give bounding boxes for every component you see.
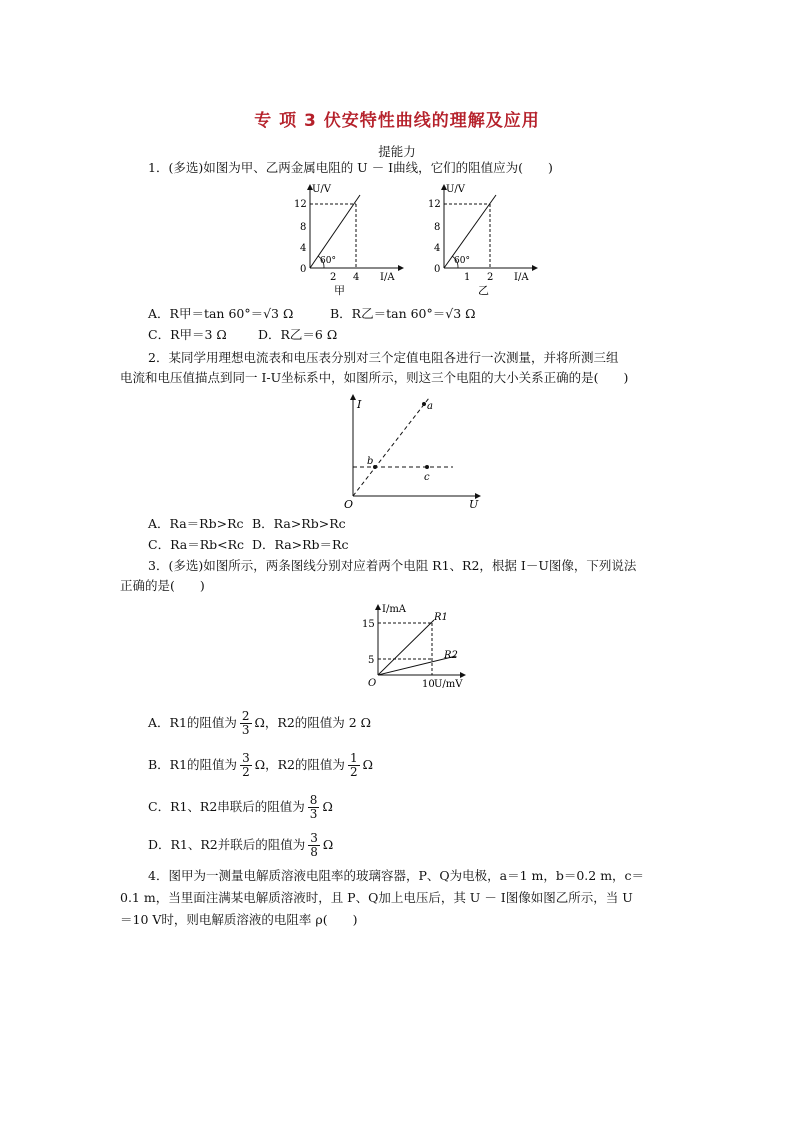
q1-stem: 1．(多选)如图为甲、乙两金属电阻的 U － I曲线，它们的阻值应为( ) [148,160,553,175]
q3-stem-line2: 正确的是( ) [120,578,205,593]
q2-graph [335,392,485,510]
q3-option-b: B．R1的阻值为 $\frac{3}{2}$ Ω，R2的阻值为 $\frac{1}{2}$ Ω [148,751,373,779]
q1-option-c: C．R甲＝3 Ω [148,327,227,342]
q2-origin: O [344,498,354,510]
q1b-origin: 0 [434,264,441,275]
q1-graph-b [424,180,544,300]
q1-option-b: B．R乙＝tan 60°＝√3 Ω [330,306,476,321]
q3-option-c: C．R1、R2串联后的阻值为 $\frac{8}{3}$ Ω [148,793,333,821]
q2-option-d: D．Ra>Rb＝Rc [252,537,349,552]
q4-line2: 0.1 m，当里面注满某电解质溶液时，且 P、Q加上电压后，其 U － I图像如图乙所示，当 U [120,890,633,905]
q1b-ytick: 4 [434,243,441,254]
q2-option-c: C．Ra＝Rb<Rc [148,537,245,552]
q1a-ylabel: U/V [312,184,332,195]
q2-point-b: b [367,456,374,467]
q1b-angle: 60° [454,256,470,266]
q3-stem-line1: 3．(多选)如图所示，两条图线分别对应着两个电阻 R1、R2，根据 I－U图像，下列说法 [148,558,637,573]
q2-point-c: c [424,472,430,483]
q3-ytick: 5 [368,655,375,666]
q1b-xtick: 2 [487,272,494,283]
q1b-ylabel: U/V [446,184,466,195]
q2-option-b: B．Ra>Rb>Rc [252,516,346,531]
q4-line3: ＝10 V时，则电解质溶液的电阻率 ρ( ) [120,912,358,927]
q1a-ytick: 8 [300,222,307,233]
q3-graph [360,600,475,695]
q1-option-a: A．R甲＝tan 60°＝√3 Ω [148,306,294,321]
q3-option-d: D．R1、R2并联后的阻值为 $\frac{3}{8}$ Ω [148,831,334,859]
q1a-xtick: 2 [330,272,337,283]
q3-ylabel: I/mA [382,604,407,615]
q1b-caption: 乙 [478,284,489,297]
q3-xtick: 10 [422,679,435,690]
q2-stem-line2: 电流和电压值描点到同一 I-U坐标系中，如图所示，则这三个电阻的大小关系正确的是( ) [120,370,629,385]
q3-origin: O [368,678,377,689]
q1-option-d: D．R乙＝6 Ω [258,327,338,342]
q1a-xlabel: I/A [380,272,395,283]
q2-ylabel: I [357,398,362,411]
q3-ytick: 15 [362,619,375,630]
q1a-xtick: 4 [353,272,360,283]
q2-stem-line1: 2．某同学用理想电流表和电压表分别对三个定值电阻各进行一次测量，并将所测三组 [148,350,619,365]
q3-r2-label: R2 [444,650,458,661]
q3-r1-label: R1 [434,612,448,623]
q1a-angle: 60° [320,256,336,266]
q1a-origin: 0 [300,264,307,275]
q1b-xtick: 1 [464,272,471,283]
q4-line1: 4．图甲为一测量电解质溶液电阻率的玻璃容器，P、Q为电极，a＝1 m，b＝0.2 m，c＝ [148,868,645,883]
q1b-xlabel: I/A [514,272,529,283]
q2-xlabel: U [469,498,479,510]
q1a-caption: 甲 [334,284,345,297]
q1b-ytick: 8 [434,222,441,233]
q3-option-a: A．R1的阻值为 $\frac{2}{3}$ Ω，R2的阻值为 2 Ω [148,709,372,737]
section-subtitle: 提能力 [378,144,416,159]
page-title: 专 项 3 伏安特性曲线的理解及应用 [254,111,540,131]
q2-option-a: A．Ra＝Rb>Rc [148,516,244,531]
q2-point-a: a [427,401,433,412]
q3-xlabel: U/mV [434,679,463,690]
q1b-ytick: 12 [428,199,441,210]
q1-graph-a [290,180,410,300]
q1a-ytick: 12 [294,199,307,210]
q1a-ytick: 4 [300,243,307,254]
